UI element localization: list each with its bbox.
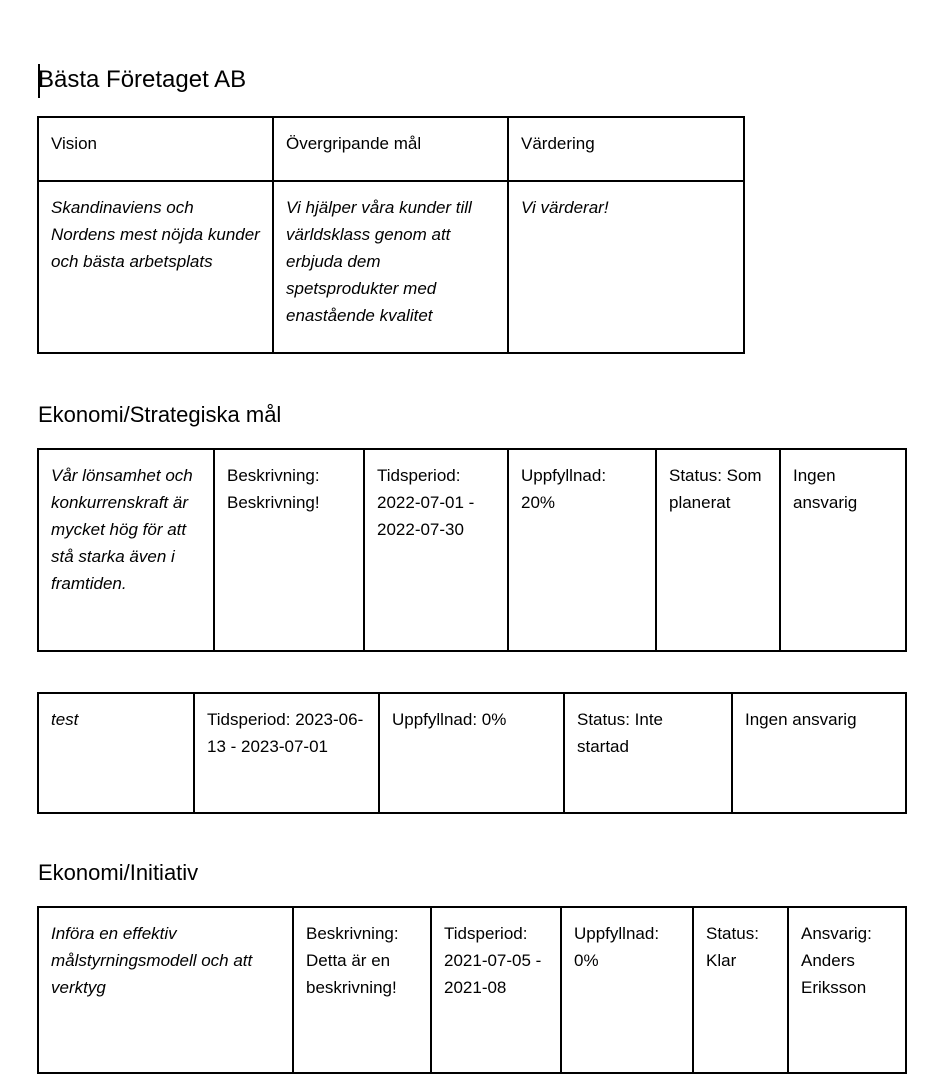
section-heading-strategic[interactable]: Ekonomi/Strategiska mål (38, 402, 282, 427)
vision-text[interactable]: Skandinaviens och Nordens mest nöjda kunder och bästa arbetsplats (38, 181, 273, 353)
strategic-goal-table (37, 692, 907, 814)
value-header[interactable]: Värdering (508, 117, 744, 181)
vision-table (37, 116, 745, 354)
goal-fulfilled[interactable]: Uppfyllnad: 20% (508, 449, 656, 651)
initiative-title[interactable]: Införa en effektiv målstyrningsmodell och att verktyg (38, 907, 293, 1073)
initiative-period[interactable]: Tidsperiod: 2021-07-05 - 2021-08 (431, 907, 561, 1073)
initiative-description[interactable]: Beskrivning: Detta är en beskrivning! (293, 907, 431, 1073)
goal-status[interactable]: Status: Som planerat (656, 449, 780, 651)
goal-title[interactable]: Vår lönsamhet och konkurrenskraft är mycket hög för att stå starka även i framtiden. (38, 449, 214, 651)
initiative-status[interactable]: Status: Klar (693, 907, 788, 1073)
table-row (38, 449, 906, 651)
company-title[interactable]: Bästa Företaget AB (38, 66, 247, 93)
strategic-goal-table (37, 448, 907, 652)
goal-responsible[interactable]: Ingen ansvarig (732, 693, 906, 813)
goal-period[interactable]: Tidsperiod: 2023-06-13 - 2023-07-01 (194, 693, 379, 813)
section-heading-initiatives[interactable]: Ekonomi/Initiativ (38, 860, 199, 885)
goal-responsible[interactable]: Ingen ansvarig (780, 449, 906, 651)
goal-title[interactable]: test (38, 693, 194, 813)
table-row (38, 907, 906, 1073)
overall-goal-header[interactable]: Övergripande mål (273, 117, 508, 181)
goal-status[interactable]: Status: Inte startad (564, 693, 732, 813)
vision-header[interactable]: Vision (38, 117, 273, 181)
value-text[interactable]: Vi värderar! (508, 181, 744, 353)
goal-description[interactable]: Beskrivning: Beskrivning! (214, 449, 364, 651)
goal-period[interactable]: Tidsperiod: 2022-07-01 - 2022-07-30 (364, 449, 508, 651)
overall-goal-text[interactable]: Vi hjälper våra kunder till världsklass genom att erbjuda dem spetsprodukter med enastående kvalitet (273, 181, 508, 353)
initiative-fulfilled[interactable]: Uppfyllnad: 0% (561, 907, 693, 1073)
table-row (38, 693, 906, 813)
initiative-table (37, 906, 907, 1074)
initiative-responsible[interactable]: Ansvarig: Anders Eriksson (788, 907, 906, 1073)
goal-fulfilled[interactable]: Uppfyllnad: 0% (379, 693, 564, 813)
